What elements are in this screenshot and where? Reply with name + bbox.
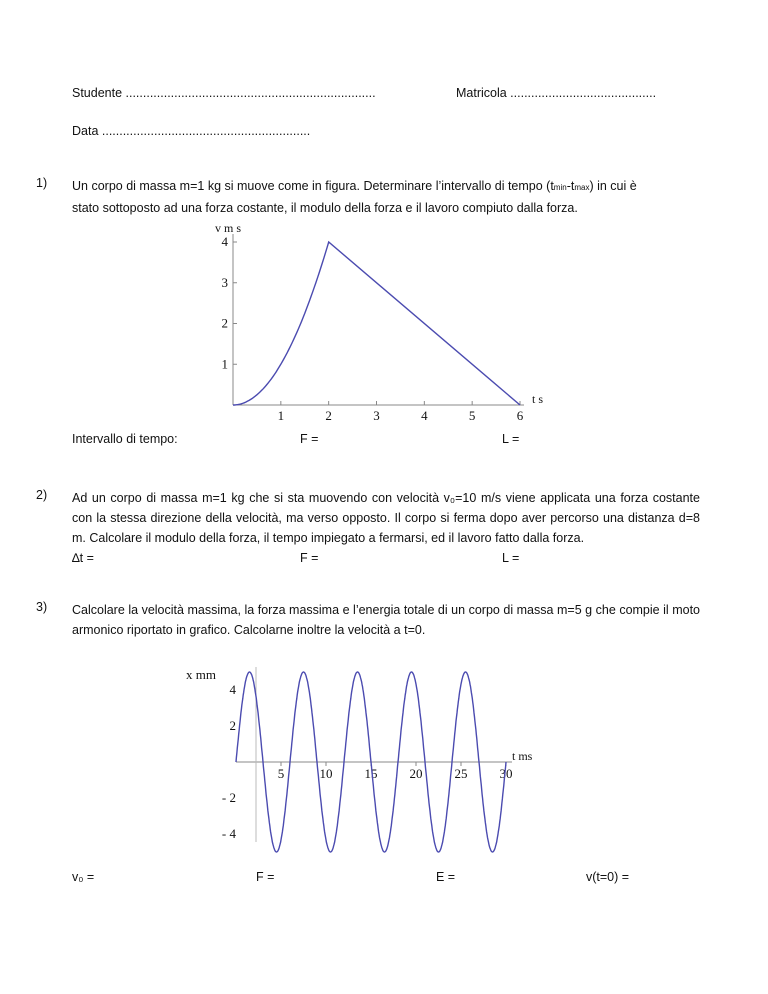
x-axis-label: t s [532, 392, 544, 406]
x-tick-label: 1 [277, 408, 285, 423]
question-1-number: 1) [36, 176, 48, 190]
x-tick-label: 25 [454, 766, 468, 781]
velocity-series-line [233, 242, 520, 405]
answer-force-label-q2: F = [300, 551, 319, 565]
x-axis-label: t ms [512, 749, 533, 763]
x-tick-label: 3 [373, 408, 380, 423]
answer-force-label-q1: F = [300, 432, 319, 446]
y-tick-label: - 4 [221, 826, 236, 841]
x-tick-label: 6 [516, 408, 524, 423]
question-1-text [72, 176, 700, 218]
x-tick-label: 2 [325, 408, 332, 423]
harmonic-motion-chart [0, 655, 768, 855]
answer-interval-label: Intervallo di tempo: [72, 432, 178, 446]
tmin-subscript: min [553, 183, 567, 192]
question-1-text-b: ) in cui è [589, 179, 637, 193]
x-tick-label: 30 [499, 766, 513, 781]
x-tick-label: 5 [468, 408, 476, 423]
answer-work-label-q1: L = [502, 432, 520, 446]
y-tick-label: 1 [221, 356, 228, 372]
y-tick-label: 4 [221, 234, 228, 249]
answer-vt0-label: v(t=0) = [586, 870, 630, 884]
y-tick-label: - 2 [221, 790, 236, 805]
question-1-text-c: stato sottoposto ad una forza costante, il modulo della forza e il lavoro compiuto dalla forza. [72, 201, 578, 215]
y-tick-label: 2 [229, 718, 236, 733]
answer-dt-label: ∆t = [72, 551, 94, 565]
tmax-subscript: max [574, 183, 590, 192]
y-tick-label: 2 [221, 315, 228, 331]
question-3-number: 3) [36, 600, 48, 614]
x-tick-label: 20 [409, 766, 423, 781]
date-field: Data ............................................................ [72, 124, 311, 138]
answer-work-label-q2: L = [502, 551, 520, 565]
x-tick-label: 4 [421, 408, 428, 423]
x-tick-label: 5 [277, 766, 285, 781]
matricola-field: Matricola .......................................... [456, 86, 657, 100]
y-tick-label: 4 [229, 682, 236, 697]
answer-energy-label: E = [436, 870, 456, 884]
question-2-number: 2) [36, 488, 48, 502]
y-tick-label: 3 [221, 274, 228, 290]
y-axis-label: v m s [215, 221, 242, 235]
y-axis-label: x mm [186, 667, 216, 682]
student-field: Studente ........................................................................ [72, 86, 376, 100]
answer-force-label-q3: F = [256, 870, 275, 884]
question-1-text-a: Un corpo di massa m=1 kg si muove come in figura. Determinare l’intervallo di tempo (t [72, 179, 554, 193]
x-tick-label: 15 [364, 766, 378, 781]
question-2-text: Ad un corpo di massa m=1 kg che si sta muovendo con velocità v₀=10 m/s viene applicata una forza costante con la stessa direzione della velocità, ma verso opposto. Il corpo si ferma dopo aver percorso una distanza d=8 m. Calcolare il modulo della forza, il tempo impiegato a fermarsi, ed il lavoro fatto dalla forza. [72, 491, 700, 545]
tmin-tmax-dash: -t [566, 179, 575, 193]
velocity-chart [0, 220, 768, 450]
question-3-text: Calcolare la velocità massima, la forza massima e l’energia totale di un corpo di massa m=5 g che compie il moto armonico riportato in grafico. Calcolarne inoltre la velocità a t=0. [72, 603, 700, 637]
x-tick-label: 10 [319, 766, 333, 781]
answer-v0-label: v₀ = [72, 870, 95, 884]
